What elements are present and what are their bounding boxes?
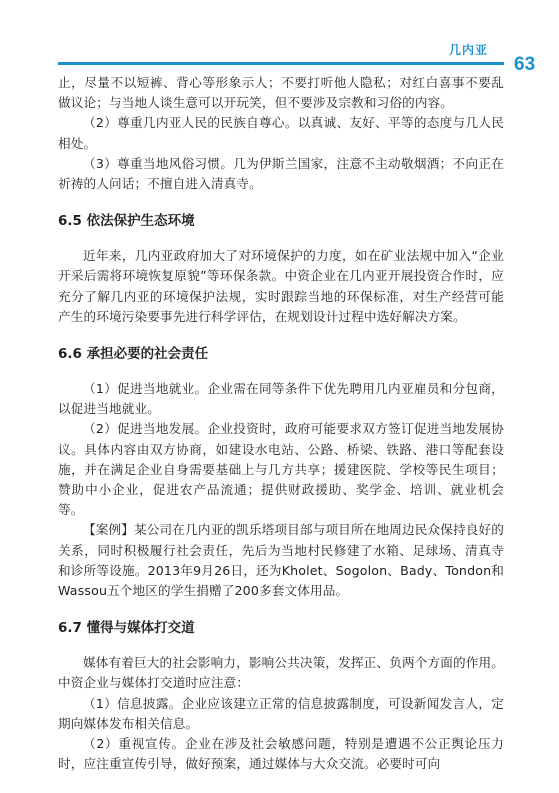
section-heading-6-7: 6.7 懂得与媒体打交道 xyxy=(58,620,195,637)
header-rule xyxy=(58,62,504,65)
paragraph: （3）尊重当地风俗习惯。几为伊斯兰国家，注意不主动敬烟酒；不向正在祈祷的人问话；不擅自进入清真寺。 xyxy=(58,155,504,192)
paragraph: （2）重视宣传。企业在涉及社会敏感问题，特别是遭遇不公正舆论压力时，应注重宣传引导，做好预案，通过媒体与大众交流。必要时可向 xyxy=(58,736,504,772)
paragraph: 媒体有着巨大的社会影响力，影响公共决策，发挥正、负两个方面的作用。中资企业与媒体打交道时应注意： xyxy=(58,655,504,691)
paragraph: （2）尊重几内亚人民的民族自尊心。以真诚、友好、平等的态度与几人民相处。 xyxy=(58,115,504,151)
section-heading-6-5: 6.5 依法保护生态环境 xyxy=(58,213,195,230)
page-number: 63 xyxy=(514,54,536,75)
case-study-paragraph: 【案例】某公司在几内亚的凯乐塔项目部与项目所在地周边民众保持良好的关系，同时积极履行社会责任，先后为当地村民修建了水箱、足球场、清真寺和诊所等设施。2013年9月26日，还为Kholet、Sogolon、Bady、Tondon和Wassou五个地区的学生捐赠了200多套文体用品。 xyxy=(58,522,504,599)
paragraph: 止，尽量不以短裤、背心等形象示人；不要打听他人隐私；对红白喜事不要乱做议论；与当地人谈生意可以开玩笑，但不要涉及宗教和习俗的内容。 xyxy=(58,75,504,111)
paragraph: （1）信息披露。企业应该建立正常的信息披露制度，可设新闻发言人，定期向媒体发布相关信息。 xyxy=(58,695,504,731)
paragraph: 近年来，几内亚政府加大了对环境保护的力度，如在矿业法规中加入“企业开采后需将环境恢复原貌”等环保条款。中资企业在几内亚开展投资合作时，应充分了解几内亚的环境保护法规，实时跟踪当地的环保标准，对生产经营可能产生的环境污染要事先进行科学评估，在规划设计过程中选好解决方案。 xyxy=(58,248,504,324)
paragraph: （1）促进当地就业。企业需在同等条件下优先聘用几内亚雇员和分包商，以促进当地就业。 xyxy=(58,381,504,417)
page-body xyxy=(58,73,504,774)
section-heading-6-6: 6.6 承担必要的社会责任 xyxy=(58,346,209,363)
paragraph: （2）促进当地发展。企业投资时，政府可能要求双方签订促进当地发展协议。具体内容由双方协商，如建设水电站、公路、桥梁、铁路、港口等配套设施，并在满足企业自身需要基础上与几方共享；援建医院、学校等民生项目；赞助中小企业，促进农产品流通；提供财政援助、奖学金、培训、就业机会等。 xyxy=(58,421,504,518)
running-header-title: 几内亚 xyxy=(449,43,489,57)
